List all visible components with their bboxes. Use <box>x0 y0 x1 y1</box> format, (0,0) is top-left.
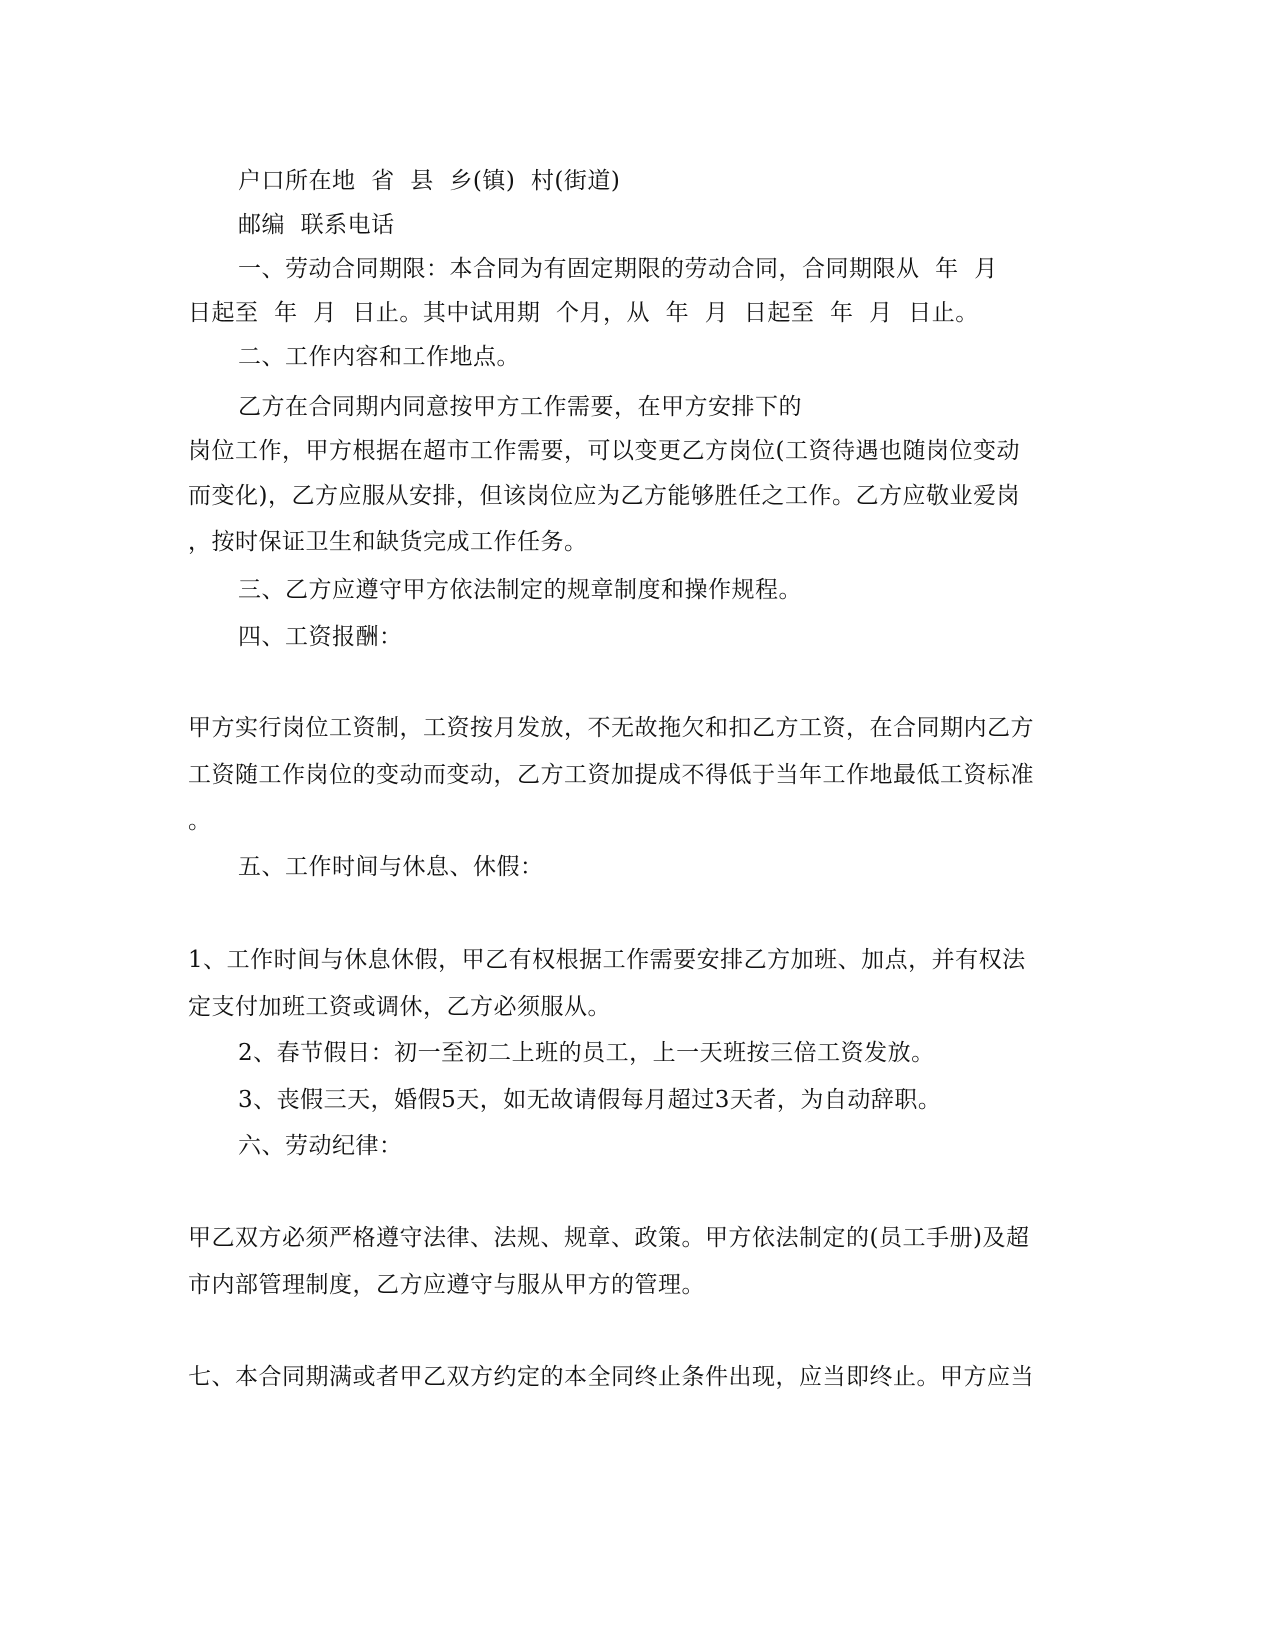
clause-5-item-1-line-2: 定支付加班工资或调休，乙方必须服从。 <box>188 994 611 1020</box>
clause-4-body-line-3: 。 <box>188 808 212 834</box>
clause-6-body-line-2: 市内部管理制度，乙方应遵守与服从甲方的管理。 <box>188 1272 705 1298</box>
clause-5-item-3: 3、丧假三天，婚假5天，如无故请假每月超过3天者，为自动辞职。 <box>238 1087 942 1113</box>
clause-4-body-line-1: 甲方实行岗位工资制，工资按月发放，不无故拖欠和扣乙方工资，在合同期内乙方 <box>188 715 1034 741</box>
clause-5-item-2: 2、春节假日：初一至初二上班的员工，上一天班按三倍工资发放。 <box>238 1040 935 1066</box>
postcode-phone-line: 邮编 联系电话 <box>238 212 395 238</box>
clause-2-body-line-3: 而变化)，乙方应服从安排，但该岗位应为乙方能够胜任之工作。乙方应敬业爱岗 <box>188 483 1020 509</box>
clause-6-body-line-1: 甲乙双方必须严格遵守法律、法规、规章、政策。甲方依法制定的(员工手册)及超 <box>188 1225 1030 1251</box>
clause-1-term-continued: 日起至 年 月 日止。其中试用期 个月，从 年 月 日起至 年 月 日止。 <box>188 300 979 326</box>
clause-5-item-1-line-1: 1、工作时间与休息休假，甲乙有权根据工作需要安排乙方加班、加点，并有权法 <box>188 947 1026 973</box>
clause-2-body-line-4: ，按时保证卫生和缺货完成工作任务。 <box>188 529 588 555</box>
clause-7-line-1: 七、本合同期满或者甲乙双方约定的本全同终止条件出现，应当即终止。甲方应当 <box>188 1364 1034 1390</box>
clause-4-heading: 四、工资报酬： <box>238 624 403 650</box>
clause-3: 三、乙方应遵守甲方依法制定的规章制度和操作规程。 <box>238 577 802 603</box>
clause-5-heading: 五、工作时间与休息、休假： <box>238 854 544 880</box>
clause-2-heading: 二、工作内容和工作地点。 <box>238 344 520 370</box>
clause-6-heading: 六、劳动纪律： <box>238 1133 403 1159</box>
household-registration-line: 户口所在地 省 县 乡(镇) 村(街道) <box>238 168 621 194</box>
clause-2-body-line-2: 岗位工作，甲方根据在超市工作需要，可以变更乙方岗位(工资待遇也随岗位变动 <box>188 438 1020 464</box>
clause-1-term: 一、劳动合同期限：本合同为有固定期限的劳动合同，合同期限从 年 月 <box>238 256 998 282</box>
clause-2-body-line-1: 乙方在合同期内同意按甲方工作需要，在甲方安排下的 <box>238 394 802 420</box>
clause-4-body-line-2: 工资随工作岗位的变动而变动，乙方工资加提成不得低于当年工作地最低工资标准 <box>188 762 1034 788</box>
